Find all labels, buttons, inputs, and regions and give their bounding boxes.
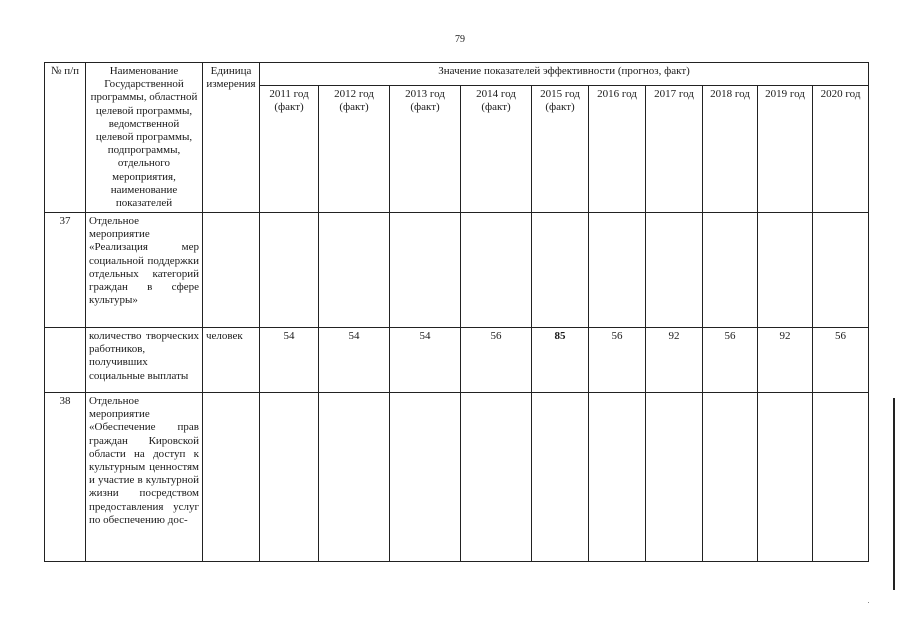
row-value-2019: 92 [758,328,813,393]
row-name: количество творческих работников, получивших социальные выплаты [86,328,203,393]
row-value-2019 [758,393,813,562]
header-year-2019: 2019 год [758,86,813,213]
row-value-2015 [532,213,589,328]
row-value-2016: 56 [589,328,646,393]
row-value-2015 [532,393,589,562]
row-value-2018 [703,213,758,328]
row-value-2018: 56 [703,328,758,393]
row-value-2011: 54 [260,328,319,393]
row-unit: человек [203,328,260,393]
header-year-2020: 2020 год [813,86,869,213]
row-value-2019 [758,213,813,328]
row-value-2016 [589,213,646,328]
row-value-2014 [461,213,532,328]
header-year-2017: 2017 год [646,86,703,213]
row-num: 38 [45,393,86,562]
scan-speck [868,602,869,603]
row-name: Отдельное мероприятие «Обеспечение прав граждан Кировской области на доступ к культурным ценностям и участие в культурной жизни посредством предоставления услуг по обеспечению дос- [86,393,203,562]
header-year-2016: 2016 год [589,86,646,213]
row-value-2020 [813,213,869,328]
header-year-2012: 2012 год (факт) [319,86,390,213]
row-num: 37 [45,213,86,328]
row-value-2017 [646,213,703,328]
header-year-2011: 2011 год (факт) [260,86,319,213]
scan-edge-line [893,398,895,590]
row-name: Отдельное мероприятие «Реализация мер социальной поддержки отдельных категорий граждан в сфере культуры» [86,213,203,328]
row-value-2011 [260,393,319,562]
row-value-2013: 54 [390,328,461,393]
row-value-2017: 92 [646,328,703,393]
row-unit [203,213,260,328]
indicators-table [44,62,869,562]
row-value-2012 [319,213,390,328]
row-value-2016 [589,393,646,562]
row-unit [203,393,260,562]
row-value-2017 [646,393,703,562]
row-value-2014 [461,393,532,562]
header-year-2015: 2015 год (факт) [532,86,589,213]
row-value-2011 [260,213,319,328]
row-value-2013 [390,213,461,328]
row-value-2015: 85 [532,328,589,393]
row-value-2012: 54 [319,328,390,393]
row-value-2014: 56 [461,328,532,393]
header-row-1 [45,63,869,86]
row-value-2013 [390,393,461,562]
table-row [45,328,869,393]
row-value-2012 [319,393,390,562]
table-row [45,213,869,328]
row-value-2020 [813,393,869,562]
header-unit: Единица измерения [203,63,260,213]
header-num: № п/п [45,63,86,213]
page-number: 79 [455,34,465,45]
header-group: Значение показателей эффективности (прогноз, факт) [260,63,869,86]
row-value-2018 [703,393,758,562]
header-year-2018: 2018 год [703,86,758,213]
row-value-2020: 56 [813,328,869,393]
table-row [45,393,869,562]
header-year-2014: 2014 год (факт) [461,86,532,213]
header-year-2013: 2013 год (факт) [390,86,461,213]
header-name: Наименование Государственной программы, областной целевой программы, ведомственной целевой программы, подпрограммы, отдельного мероприятия, наименование показателей [86,63,203,213]
row-num [45,328,86,393]
